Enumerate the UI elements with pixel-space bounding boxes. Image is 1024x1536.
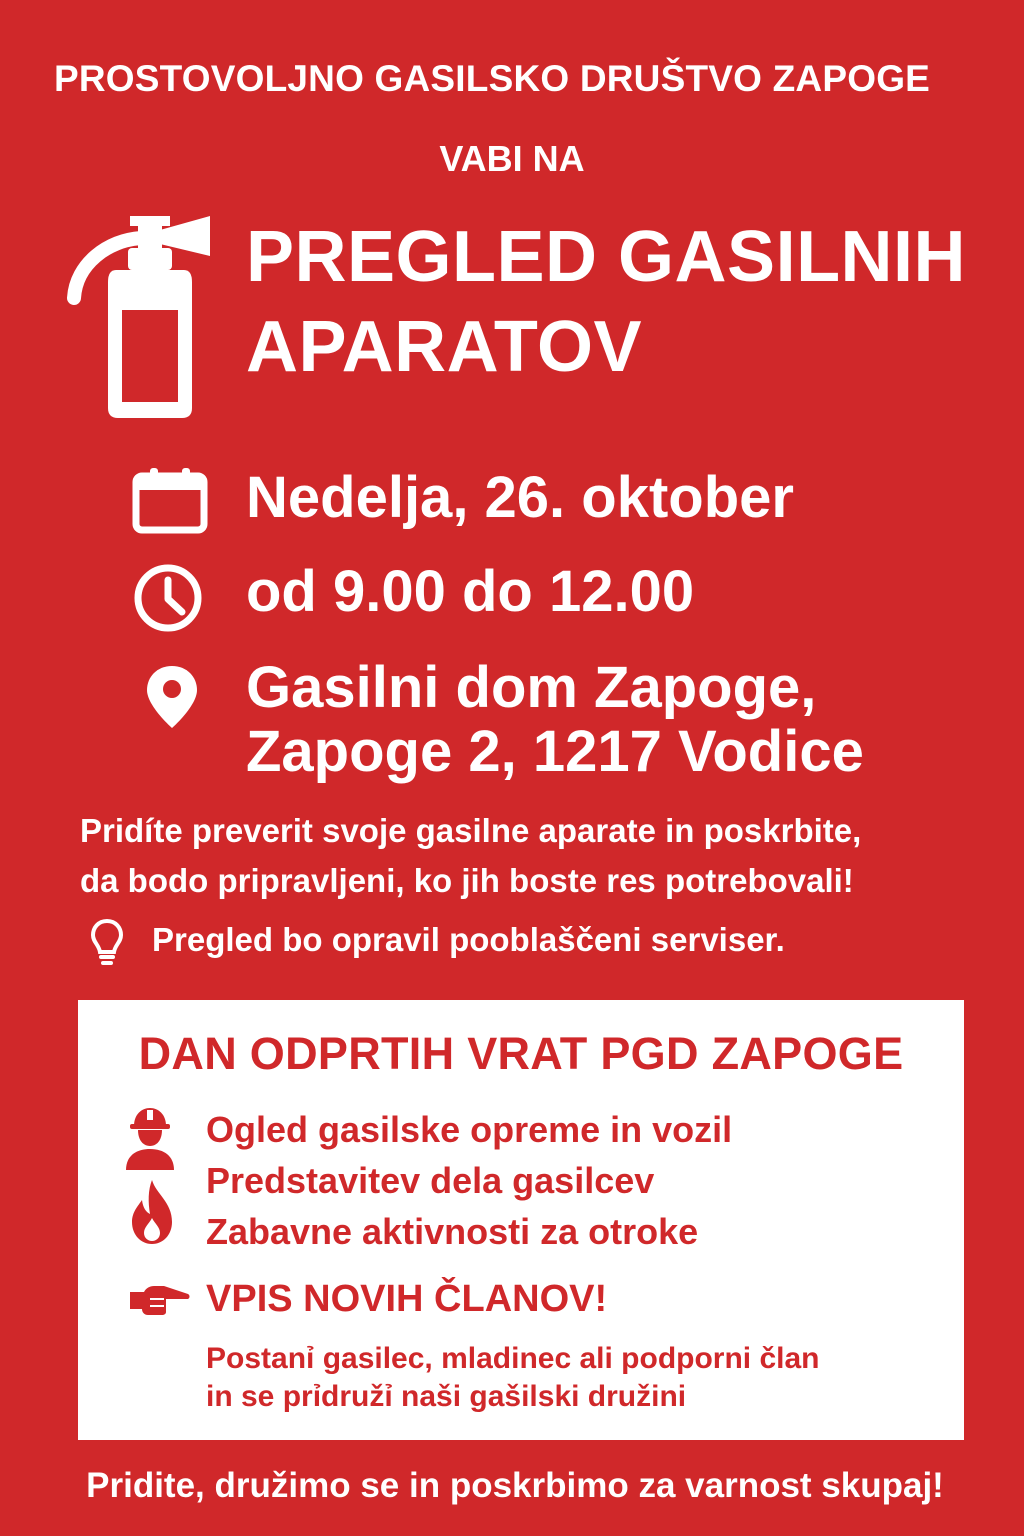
invite-line2: da bodo pripravljeni, ko jih boste res potrebovali! [80,862,854,899]
activity-item: Ogled gasilske opreme in vozil [206,1109,733,1150]
lightbulb-icon [90,918,124,966]
activity-item: Predstavitev dela gasilcev [206,1160,655,1201]
organization-name: PROSTOVOLJNO GASILSKO DRUŠTVO ZAPOGE [53,58,931,99]
open-day-title: DAN ODPRTIH VRAT PGD ZAPOGE [138,1028,904,1079]
members-text [206,1340,820,1416]
event-place [246,656,864,784]
calendar-icon [132,468,208,534]
members-line1: Postanỉ gasilec, mladinec ali podporni član [206,1342,820,1375]
clock-icon [132,562,204,634]
closing-message: Pridite, družimo se in poskrbimo za varnost skupaj! [86,1466,944,1505]
event-time: od 9.00 do 12.00 [246,559,695,624]
activities-list [206,1104,732,1257]
flame-icon [126,1178,178,1246]
fire-extinguisher-icon [66,212,216,422]
firefighter-icon [122,1106,178,1170]
invite-line1: Pridíte preverit svoje gasilne aparate in poskrbite, [80,812,862,849]
event-place-line2: Zapoge 2, 1217 Vodice [246,719,864,784]
service-note: Pregled bo opravil pooblaščeni serviser. [152,921,785,958]
event-date: Nedelja, 26. oktober [246,465,794,530]
members-line2: in se prỉdružỉ naši gašilski družini [206,1380,687,1413]
map-pin-icon [144,664,200,730]
invites-label: VABI NA [439,138,585,179]
event-title-line1: PREGLED GASILNIH [246,217,967,297]
pointing-hand-icon [128,1282,190,1316]
event-title [246,212,1016,392]
members-title: VPIS NOVIH ČLANOV! [206,1278,608,1320]
activity-item: Zabavne aktivnosti za otroke [206,1211,699,1252]
open-day-box [78,1000,964,1440]
event-title-line2: APARATOV [246,307,643,387]
invite-paragraph [80,806,1000,906]
event-place-line1: Gasilni dom Zapoge, [246,655,817,720]
